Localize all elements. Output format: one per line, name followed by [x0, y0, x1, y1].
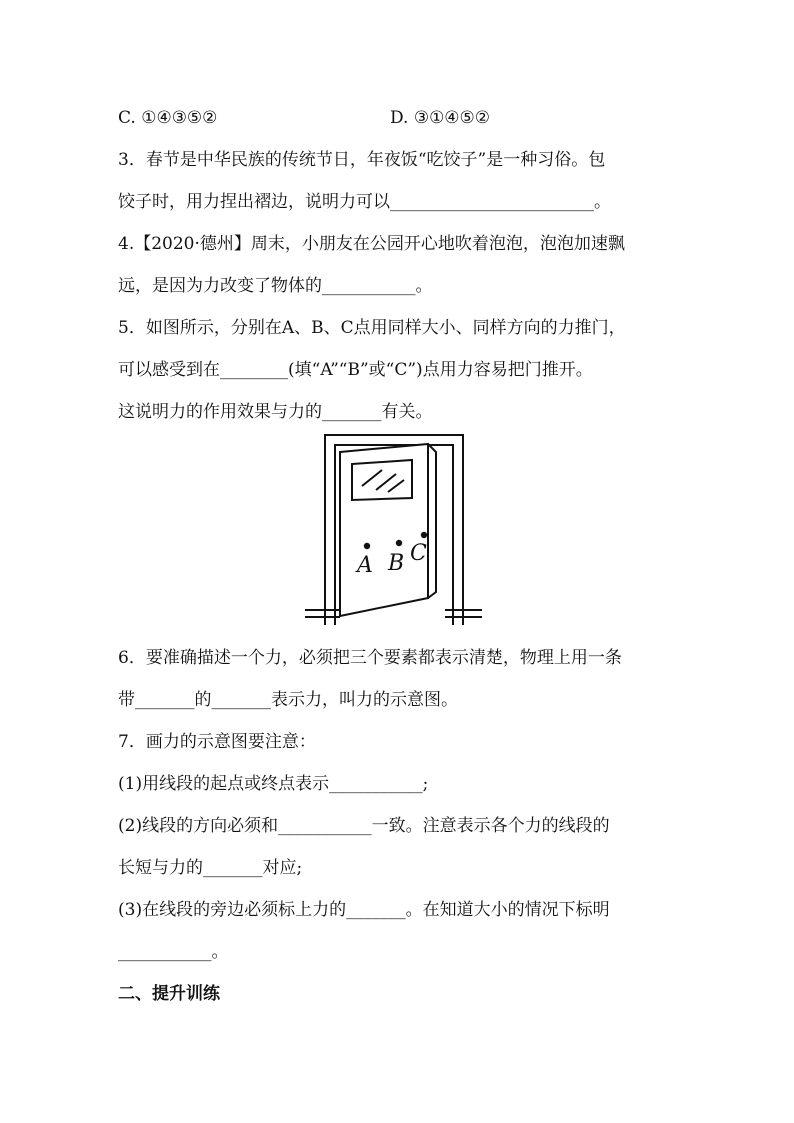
door-figure	[300, 430, 500, 635]
question-7-item-2-cont: 长短与力的_______对应;	[118, 858, 303, 878]
question-7-item-1: (1)用线段的起点或终点表示___________;	[118, 774, 429, 794]
question-7-item-3-cont: ___________。	[118, 942, 229, 962]
question-5-line-2: 可以感受到在________(填“A”“B”或“C”)点用力容易把门推开。	[118, 360, 593, 380]
question-7-item-2: (2)线段的方向必须和___________一致。注意表示各个力的线段的	[118, 816, 610, 836]
question-7-item-3: (3)在线段的旁边必须标上力的_______。在知道大小的情况下标明	[118, 900, 610, 920]
point-a-label: A	[357, 553, 373, 578]
question-3-line-2: 饺子时，用力捏出褶边，说明力可以________________________。	[118, 192, 611, 212]
question-5-line-3: 这说明力的作用效果与力的_______有关。	[118, 402, 433, 422]
option-d: D. ③①④⑤②	[390, 108, 491, 128]
point-c-dot	[421, 532, 427, 538]
point-b-dot	[396, 540, 402, 546]
question-3-line-1: 3．春节是中华民族的传统节日，年夜饭“吃饺子”是一种习俗。包	[118, 150, 606, 170]
question-4-line-1: 4.【2020·德州】周末，小朋友在公园开心地吹着泡泡，泡泡加速飘	[118, 234, 625, 254]
question-6-line-1: 6．要准确描述一个力，必须把三个要素都表示清楚，物理上用一条	[118, 648, 622, 668]
section-heading: 二、提升训练	[118, 984, 220, 1004]
point-b-label: B	[388, 551, 405, 576]
question-5-line-1: 5．如图所示，分别在A、B、C点用同样大小、同样方向的力推门，	[118, 318, 626, 338]
question-6-line-2: 带_______的_______表示力，叫力的示意图。	[118, 690, 458, 710]
point-c-label: C	[410, 541, 427, 566]
question-7-line-1: 7．画力的示意图要注意：	[118, 732, 316, 752]
option-c: C. ①④③⑤②	[118, 108, 218, 128]
question-4-line-2: 远，是因为力改变了物体的___________。	[118, 276, 433, 296]
point-a-dot	[364, 543, 370, 549]
